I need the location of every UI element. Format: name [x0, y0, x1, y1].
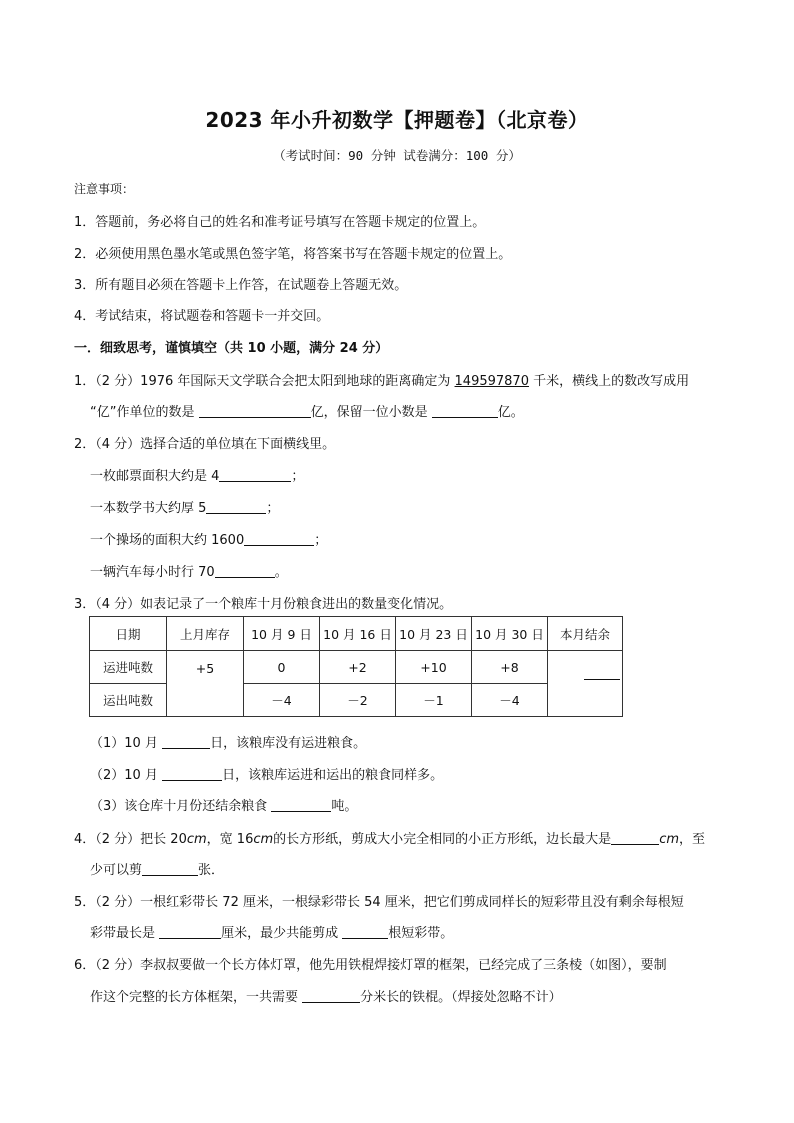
table-cell: 0	[244, 651, 320, 684]
question-2-item	[90, 561, 288, 580]
unit-cm: cm	[186, 832, 207, 847]
answer-blank[interactable]	[271, 798, 331, 812]
question-3-sub	[90, 795, 357, 814]
answer-blank[interactable]	[142, 862, 198, 876]
table-cell: +2	[320, 651, 396, 684]
q1-text: 千米，横线上的数改写成用	[528, 374, 690, 389]
q5-text: 厘米，最少共能剪成	[221, 926, 343, 941]
grain-table	[89, 616, 623, 717]
q2-text: 。	[274, 565, 288, 580]
answer-blank[interactable]	[302, 989, 360, 1003]
question-5-line-2	[90, 922, 453, 941]
table-header: 10 月 30 日	[472, 617, 548, 651]
q3-text: （3）该仓库十月份还结余粮食	[90, 799, 272, 814]
row-label: 运进吨数	[90, 651, 167, 684]
table-cell: －2	[320, 684, 396, 717]
table-header: 10 月 9 日	[244, 617, 320, 651]
notice-heading: 注意事项：	[74, 182, 135, 196]
q3-text: （2）10 月	[90, 768, 163, 783]
balance-cell	[548, 651, 623, 717]
q1-text: 1．（2 分）1976 年国际天文学联合会把太阳到地球的距离确定为	[74, 374, 455, 389]
question-1-line-1	[74, 370, 689, 389]
answer-blank[interactable]	[215, 564, 275, 578]
table-header: 本月结余	[548, 617, 623, 651]
q3-text: 日，该粮库运进和运出的粮食同样多。	[222, 768, 444, 783]
unit-cm: cm	[659, 832, 679, 847]
q4-text: ，宽 16	[206, 832, 254, 847]
question-5-line-1: 5．（2 分）一根红彩带长 72 厘米，一根绿彩带长 54 厘米，把它们剪成同样长的短彩带且没有剩余每根短	[74, 895, 684, 910]
table-cell: －4	[244, 684, 320, 717]
answer-blank[interactable]	[206, 500, 266, 514]
question-4-line-2	[90, 859, 224, 878]
table-header: 10 月 23 日	[396, 617, 472, 651]
q1-number: 149597870	[454, 374, 529, 389]
notice-item: 2．必须使用黑色墨水笔或黑色签字笔，将答案书写在答题卡规定的位置上。	[74, 247, 512, 262]
notice-item: 3．所有题目必须在答题卡上作答，在试题卷上答题无效。	[74, 278, 408, 293]
answer-blank[interactable]	[432, 404, 498, 418]
table-header: 10 月 16 日	[320, 617, 396, 651]
q2-text: ；	[291, 469, 305, 484]
q6-text: 分米长的铁棍。（焊接处忽略不计）	[360, 990, 562, 1005]
answer-blank[interactable]	[162, 767, 222, 781]
table-cell: +10	[396, 651, 472, 684]
q2-text: ；	[266, 501, 280, 516]
answer-blank[interactable]	[162, 735, 210, 749]
section-heading: 一．细致思考，谨慎填空（共 10 小题，满分 24 分）	[74, 341, 389, 356]
question-2-item	[90, 465, 304, 484]
question-3-sub	[90, 764, 443, 783]
question-6-line-1: 6．（2 分）李叔叔要做一个长方体灯罩，他先用铁棍焊接灯罩的框架，已经完成了三条棱（如图），要制	[74, 958, 667, 973]
q2-text: 一本数学书大约厚 5	[90, 501, 207, 516]
question-2-item	[90, 497, 279, 516]
table-cell: +8	[472, 651, 548, 684]
answer-blank[interactable]	[611, 831, 659, 845]
q4-text: 张．	[198, 863, 225, 878]
answer-blank[interactable]	[244, 532, 314, 546]
q4-text: 4．（2 分）把长 20	[74, 832, 187, 847]
q4-text: 的长方形纸，剪成大小完全相同的小正方形纸，边长最大是	[273, 832, 612, 847]
question-6-line-2	[90, 986, 562, 1005]
question-3-sub	[90, 732, 366, 751]
answer-blank[interactable]	[342, 925, 388, 939]
table-cell: －4	[472, 684, 548, 717]
question-3-stem: 3．（4 分）如表记录了一个粮库十月份粮食进出的数量变化情况。	[74, 597, 453, 612]
q1-text: 亿。	[497, 405, 524, 420]
notice-item: 4．考试结束，将试题卷和答题卡一并交回。	[74, 309, 330, 324]
question-4-line-1	[74, 828, 705, 847]
answer-blank[interactable]	[159, 925, 221, 939]
q3-text: （1）10 月	[90, 736, 163, 751]
q6-text: 作这个完整的长方体框架，一共需要	[90, 990, 303, 1005]
q3-text: 吨。	[331, 799, 358, 814]
table-cell: +5	[167, 651, 244, 717]
table-cell: －1	[396, 684, 472, 717]
q1-text: 亿，保留一位小数是	[310, 405, 432, 420]
unit-cm: cm	[253, 832, 274, 847]
answer-blank[interactable]	[219, 468, 291, 482]
answer-blank[interactable]	[199, 404, 311, 418]
row-label: 运出吨数	[90, 684, 167, 717]
notice-item: 1．答题前，务必将自己的姓名和准考证号填写在答题卡规定的位置上。	[74, 215, 486, 230]
question-2-item	[90, 529, 327, 548]
q2-text: 一个操场的面积大约 1600	[90, 533, 245, 548]
q4-text: 少可以剪	[90, 863, 143, 878]
q5-text: 彩带最长是	[90, 926, 160, 941]
question-1-line-2	[90, 401, 524, 420]
q3-text: 日，该粮库没有运进粮食。	[210, 736, 367, 751]
q2-text: 一枚邮票面积大约是 4	[90, 469, 220, 484]
table-header: 上月库存	[167, 617, 244, 651]
q4-text: ，至	[679, 832, 706, 847]
answer-blank[interactable]	[584, 679, 620, 680]
exam-info: （考试时间：90 分钟 试卷满分：100 分）	[273, 148, 521, 163]
question-2-stem: 2．（4 分）选择合适的单位填在下面横线里。	[74, 437, 336, 452]
page-title: 2023 年小升初数学【押题卷】（北京卷）	[205, 108, 589, 132]
q1-text: “亿”作单位的数是	[90, 405, 199, 420]
q2-text: 一辆汽车每小时行 70	[90, 565, 215, 580]
table-header: 日期	[90, 617, 167, 651]
q2-text: ；	[314, 533, 328, 548]
q5-text: 根短彩带。	[388, 926, 454, 941]
